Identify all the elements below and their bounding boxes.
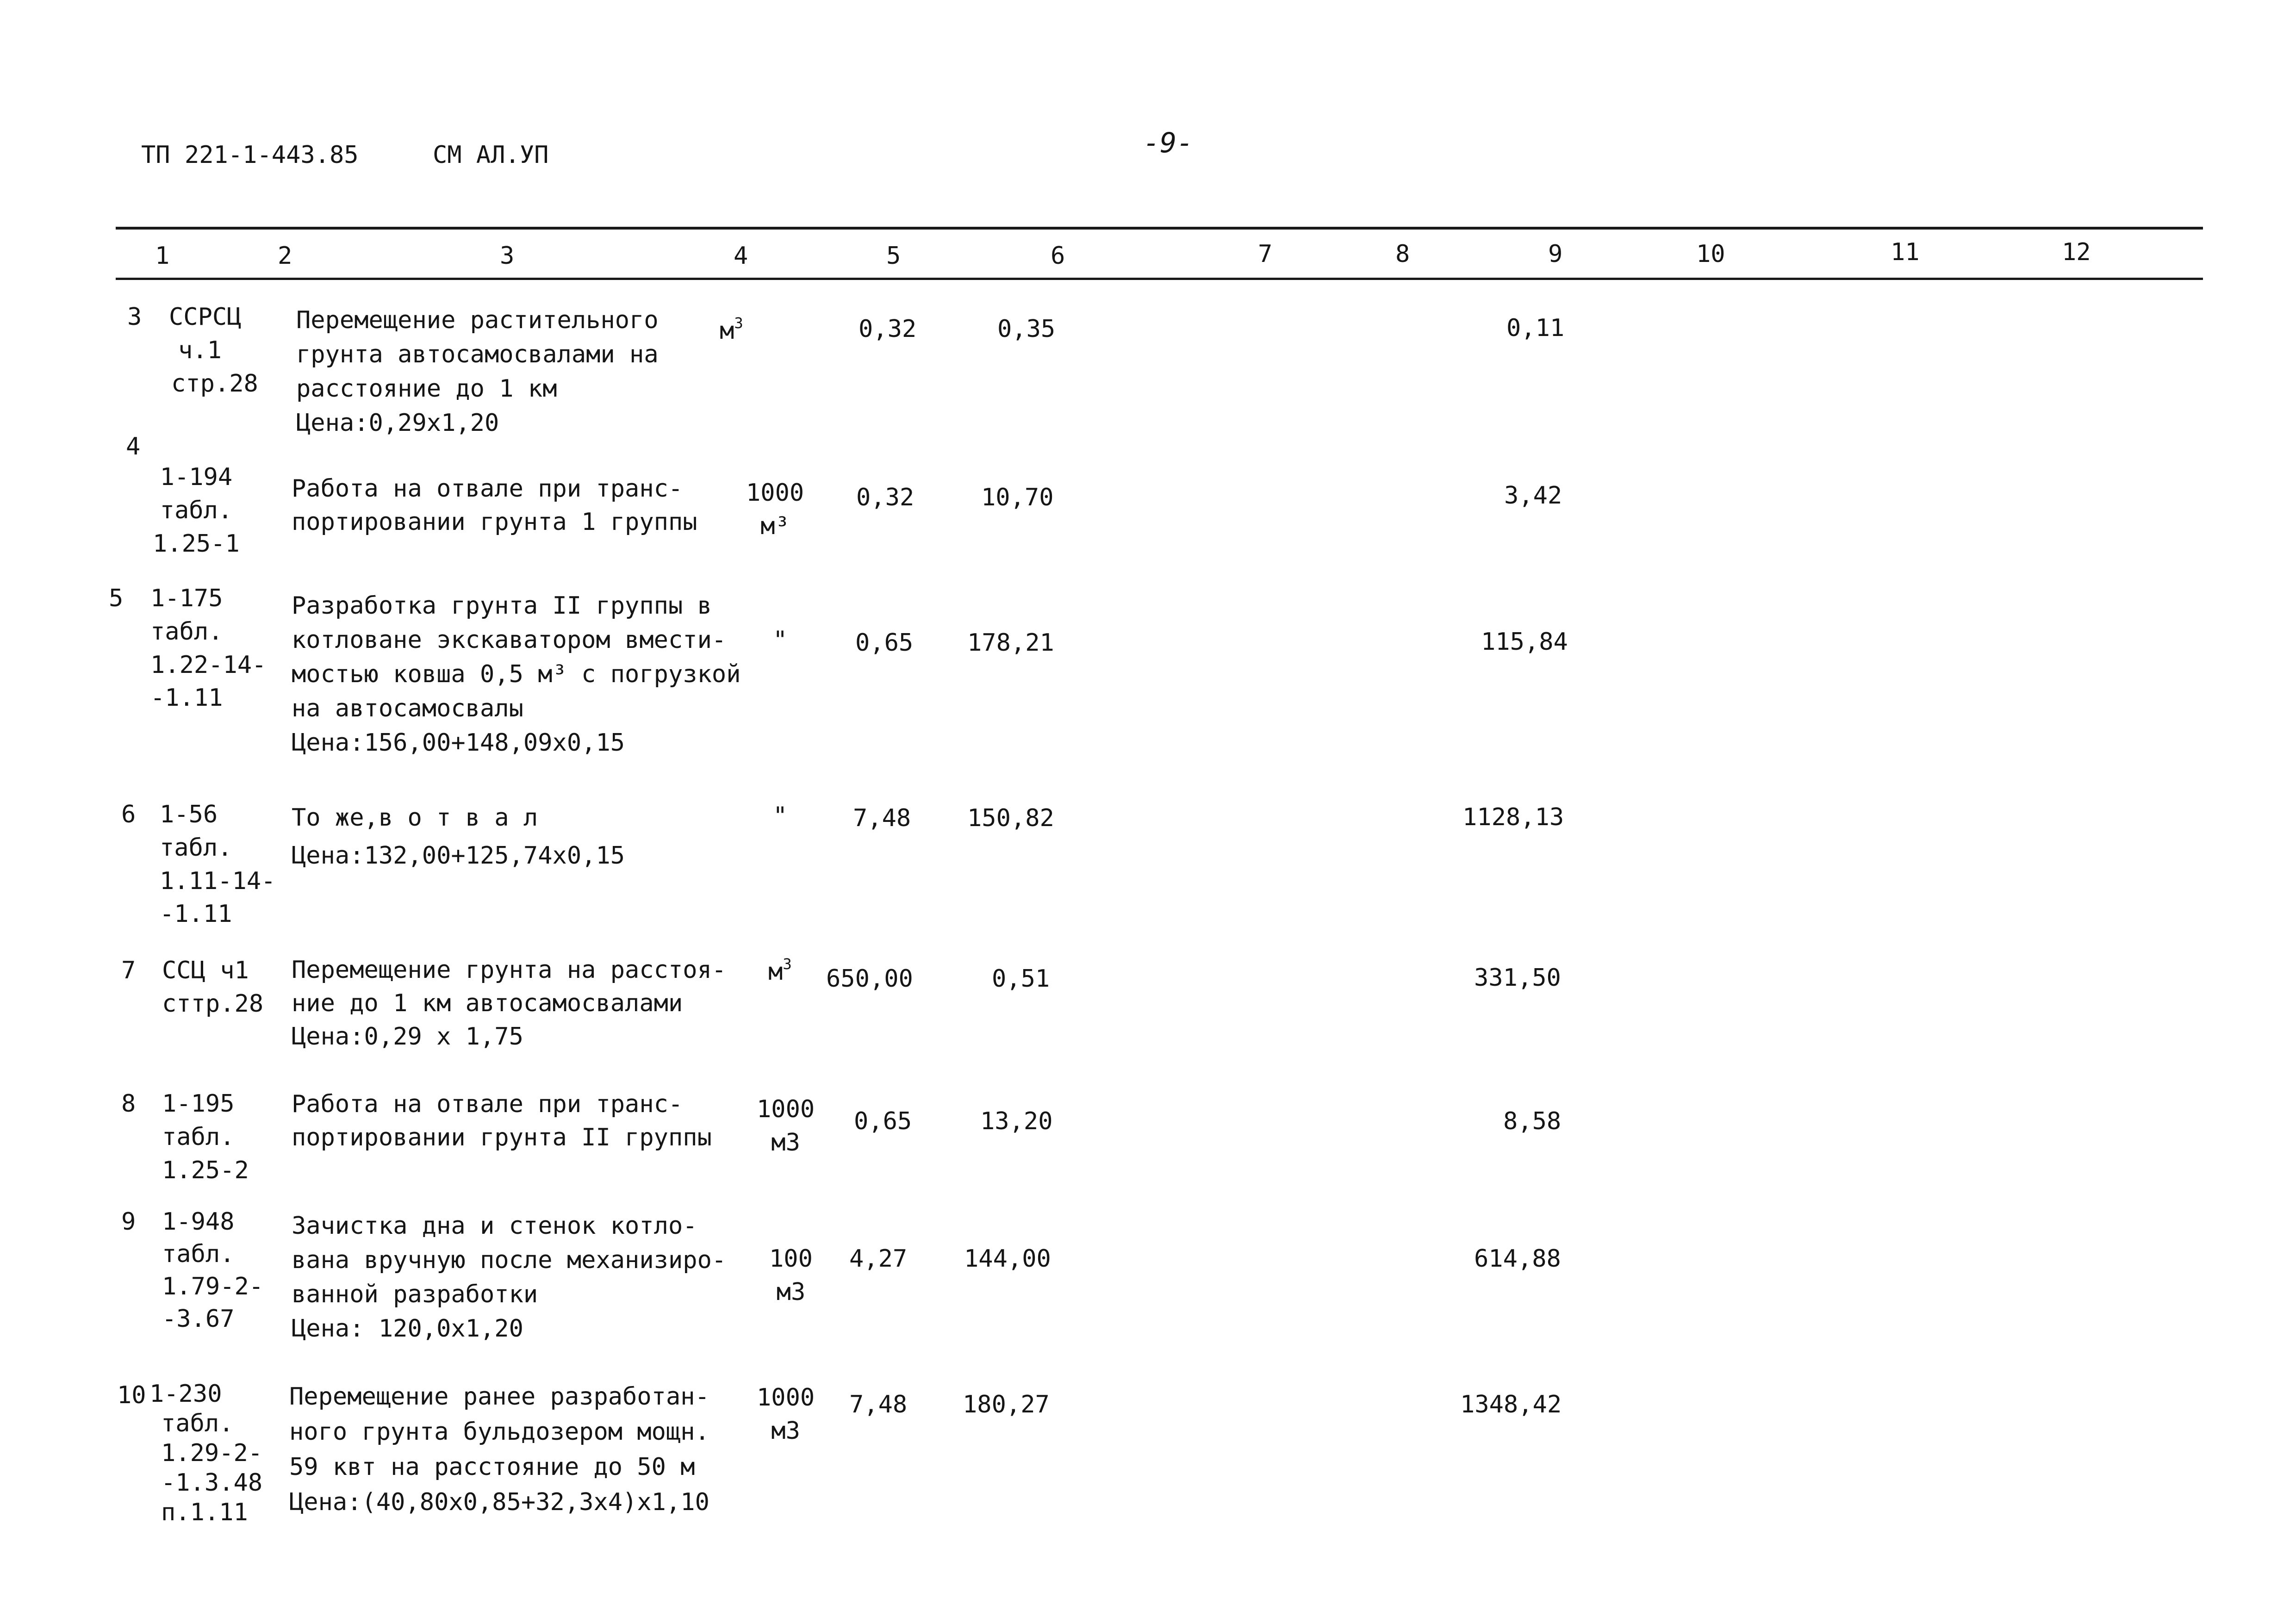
row-quantity: 0,65: [855, 629, 914, 657]
row-quantity: 650,00: [826, 965, 913, 993]
row-unit: ": [773, 626, 788, 654]
row-unit: 1000 м3: [757, 1384, 815, 1445]
row-total: 8,58: [1503, 1107, 1562, 1135]
row-number: 3: [127, 303, 142, 331]
row-unit: 1000 м3: [757, 1095, 815, 1157]
row-code: ССРСЦ ч.1 стр.28: [169, 303, 258, 398]
column-header: 9: [1548, 240, 1563, 268]
row-number: 4: [126, 433, 141, 460]
row-unit-price: 180,27: [963, 1391, 1050, 1418]
column-header: 11: [1891, 238, 1920, 266]
column-header: 4: [734, 242, 748, 270]
column-header: 2: [278, 242, 292, 270]
row-quantity: 7,48: [849, 1391, 908, 1418]
row-description: Перемещение растительного грунта автосамосвалами на расстояние до 1 км Цена:0,29х1,20: [296, 306, 659, 437]
row-quantity: 0,65: [854, 1107, 912, 1135]
row-total: 614,88: [1474, 1245, 1561, 1273]
row-unit-price: 150,82: [967, 804, 1054, 832]
row-unit-price: 0,35: [997, 315, 1056, 343]
row-description: Зачистка дна и стенок котло- вана вручную после механизиро- ванной разработки Цена: 120,0х1,20: [292, 1212, 727, 1343]
row-code: 1-195 табл. 1.25-2: [162, 1090, 249, 1184]
column-header: 7: [1258, 240, 1273, 268]
row-unit-price: 13,20: [980, 1107, 1053, 1135]
row-number: 6: [121, 801, 136, 828]
row-unit: 100 м3: [769, 1245, 813, 1306]
row-unit-price: 10,70: [981, 484, 1054, 511]
row-code: 1-175 табл. 1.22-14- -1.11: [150, 585, 267, 712]
row-description: То же,в о т в а л Цена:132,00+125,74х0,15: [292, 804, 625, 870]
document-code: ТП 221-1-443.85: [141, 141, 359, 169]
row-unit-price: 0,51: [992, 965, 1050, 993]
row-description: Работа на отвале при транс- портировании грунта 1 группы: [292, 475, 697, 536]
row-description: Перемещение грунта на расстоя- ние до 1 км автосамосвалами Цена:0,29 х 1,75: [292, 956, 727, 1051]
table-top-rule: [116, 227, 2203, 230]
row-number: 7: [121, 957, 136, 984]
column-header: 8: [1395, 240, 1410, 268]
row-unit: ": [773, 802, 788, 830]
column-header: 6: [1051, 242, 1065, 270]
page-number: -9-: [1143, 127, 1194, 159]
row-number: 8: [121, 1090, 136, 1118]
row-number: 5: [109, 585, 124, 612]
row-unit: 1000 м³: [746, 479, 804, 540]
row-description: Разработка грунта II группы в котловане экскаватором вмести- мостью ковша 0,5 м³ с погрузкой на автосамосвалы Цена:156,00+148,09х0,15: [292, 592, 741, 757]
row-code: 1-230 табл. 1.29-2- -1.3.48 п.1.11: [149, 1380, 263, 1526]
row-total: 1348,42: [1460, 1391, 1562, 1418]
column-header: 5: [886, 242, 901, 270]
row-number: 9: [121, 1208, 136, 1236]
row-total: 331,50: [1474, 964, 1561, 992]
column-header: 1: [155, 242, 170, 270]
column-header: 10: [1696, 240, 1725, 268]
row-description: Перемещение ранее разработан- ного грунта бульдозером мощн. 59 квт на расстояние до 50 м Цена:(40,80х0,85+32,3х4)х1,10: [289, 1383, 709, 1516]
row-code: 1-56 табл. 1.11-14- -1.11: [160, 801, 276, 928]
row-unit-price: 178,21: [967, 629, 1054, 657]
table-header-rule: [116, 278, 2203, 280]
row-total: 115,84: [1481, 628, 1568, 656]
row-quantity: 4,27: [849, 1245, 908, 1273]
row-total: 1128,13: [1462, 803, 1564, 831]
row-unit: $м^3$: [768, 955, 792, 986]
row-number: 10: [117, 1381, 146, 1409]
row-code: 1-948 табл. 1.79-2- -3.67: [162, 1208, 264, 1333]
row-total: 0,11: [1506, 314, 1565, 342]
column-header: 3: [500, 242, 515, 270]
row-quantity: 0,32: [856, 484, 915, 511]
row-unit: $м^3$: [720, 314, 743, 345]
row-unit-price: 144,00: [964, 1245, 1051, 1273]
row-code: 1-194 табл. 1.25-1: [153, 463, 240, 558]
row-quantity: 7,48: [853, 804, 911, 832]
row-code: ССЦ ч1 сттр.28: [162, 957, 264, 1018]
column-header: 12: [2062, 238, 2091, 266]
row-description: Работа на отвале при транс- портировании грунта II группы: [292, 1090, 712, 1151]
row-quantity: 0,32: [859, 315, 917, 343]
row-total: 3,42: [1504, 482, 1562, 510]
document-section: СМ АЛ.УП: [433, 141, 549, 169]
